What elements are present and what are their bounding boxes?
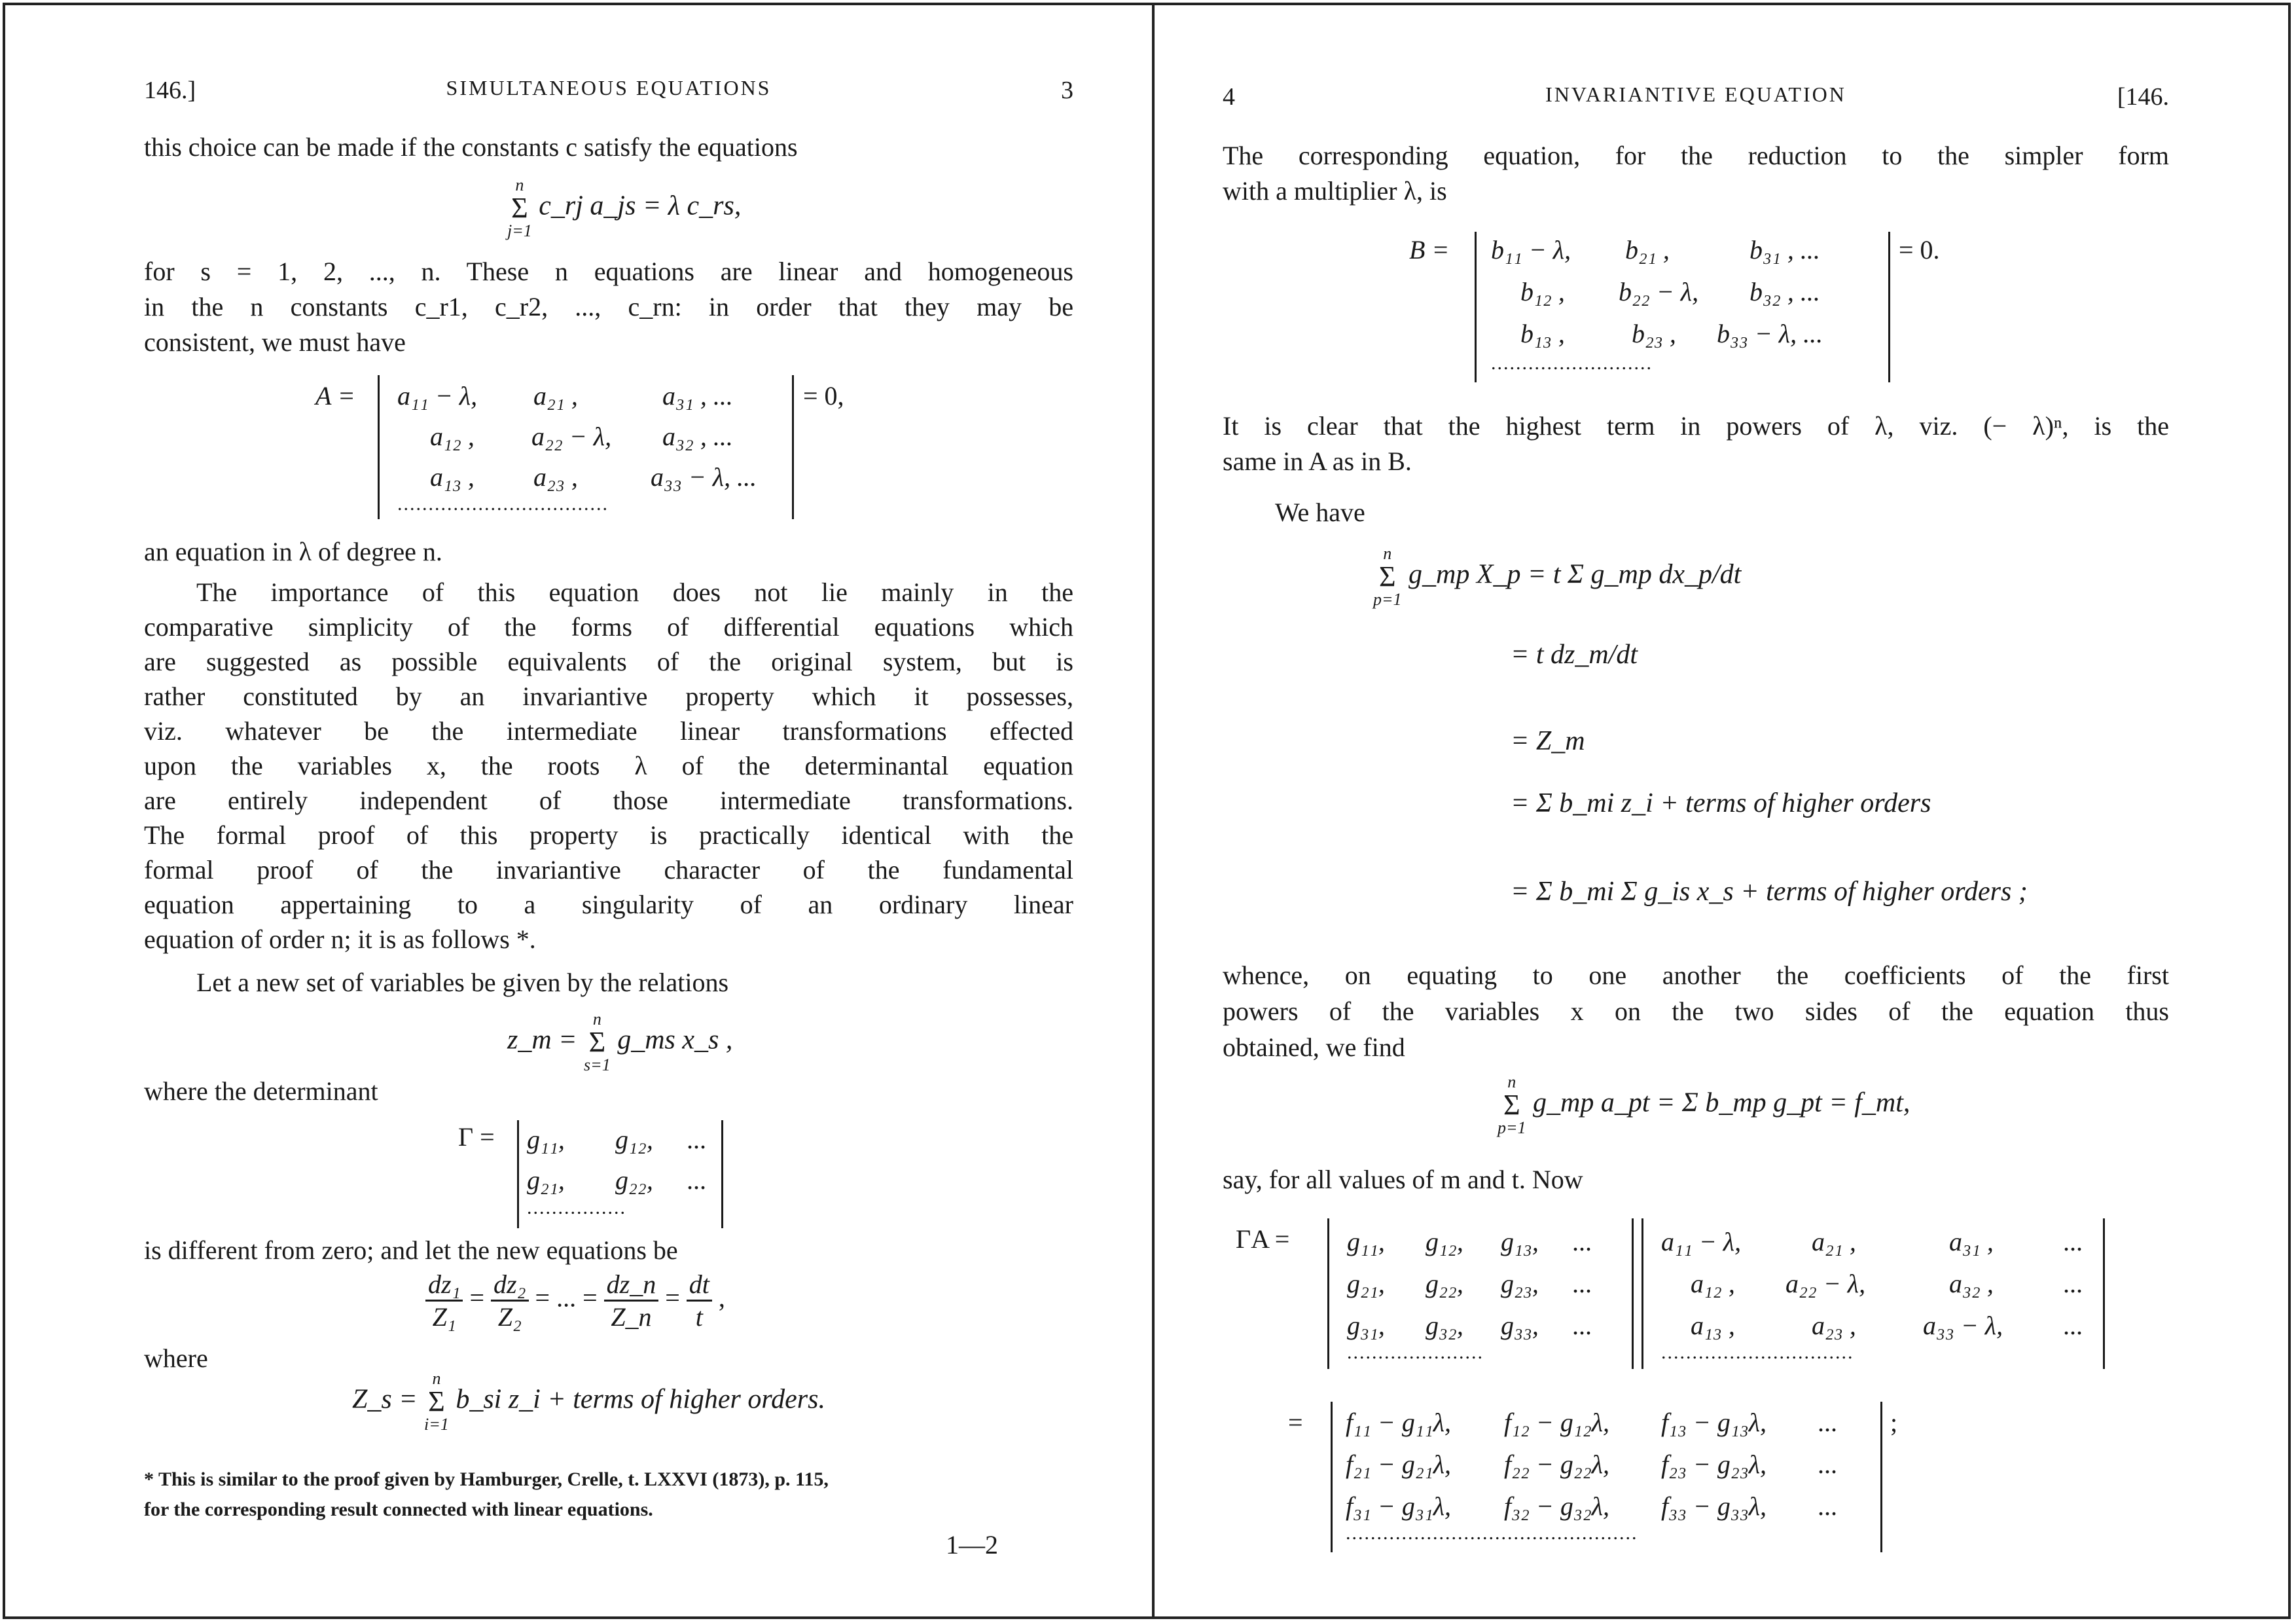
book-spread bbox=[3, 3, 2291, 1619]
paragraph-line: where bbox=[144, 1343, 208, 1373]
determinant-gamma: Γ = g₁₁, g₁₂, ... g₂₁, g₂₂, ... ................ bbox=[458, 1115, 916, 1233]
paragraph-line: where the determinant bbox=[144, 1076, 378, 1106]
equation-chain-line: = t dz_m/dt bbox=[1511, 640, 1638, 670]
paragraph-line: whence, on equating to one another the coefficients of the first bbox=[1223, 960, 2169, 990]
paragraph-line: same in A as in B. bbox=[1223, 447, 1412, 476]
determinant-b: B = b₁₁ − λ, b₂₁ , b₃₁ , ... b₁₂ , b₂₂ − λ, b₃₂ , ... b₁₃ , b₂₃ , b₃₃ − λ, ... .......................... = 0. bbox=[1409, 227, 2129, 390]
equation-chain-line: = Σ b_mi z_i + terms of higher orders bbox=[1511, 788, 1931, 818]
equation-chain-line: = Z_m bbox=[1511, 726, 1585, 756]
paragraph-line: with a multiplier λ, is bbox=[1223, 176, 1447, 206]
footnote-line: * This is similar to the proof given by Hamburger, Crelle, t. LXXVI (1873), p. 115, bbox=[144, 1468, 829, 1490]
left-page bbox=[144, 5, 1073, 1616]
paragraph-line: are entirely independent of those intermediate transformations. bbox=[144, 786, 1073, 815]
paragraph-line: It is clear that the highest term in powers of λ, viz. (− λ)ⁿ, is the bbox=[1223, 411, 2169, 441]
paragraph-line: powers of the variables x on the two sides of the equation thus bbox=[1223, 996, 2169, 1026]
page-number: 4 bbox=[1223, 83, 1235, 111]
paragraph-line: We have bbox=[1275, 498, 1365, 527]
equation-f-mt: n Σ p=1 g_mp a_pt = Σ b_mp g_pt = f_mt, bbox=[1498, 1072, 1910, 1137]
paragraph-line: Let a new set of variables be given by the relations bbox=[196, 968, 729, 997]
signature-mark: 1—2 bbox=[946, 1530, 998, 1559]
paragraph-line: consistent, we must have bbox=[144, 327, 406, 357]
equation-sum-c: n Σ j=1 c_rj a_js = λ c_rs, bbox=[507, 175, 742, 240]
paragraph-line: viz. whatever be the intermediate linear transformations effected bbox=[144, 716, 1073, 746]
determinant-f: = f₁₁ − g₁₁λ, f₁₂ − g₁₂λ, f₁₃ − g₁₃λ, ... f₂₁ − g₂₁λ, f₂₂ − g₂₂λ, f₂₃ − g₂₃λ, ... f₃₁ − g₃₁λ, f₃₂ − g₃₂λ, f₃₃ − g₃₃λ, ... ............................................... ; bbox=[1223, 1396, 2169, 1560]
paragraph-line: this choice can be made if the constants c satisfy the equations bbox=[144, 132, 798, 162]
paragraph-line: The importance of this equation does not lie mainly in the bbox=[196, 577, 1073, 607]
paragraph-line: say, for all values of m and t. Now bbox=[1223, 1165, 1583, 1194]
running-header bbox=[144, 76, 1073, 109]
equation-chain-line: = Σ b_mi Σ g_is x_s + terms of higher orders ; bbox=[1511, 877, 2028, 907]
paragraph-line: are suggested as possible equivalents of the original system, but is bbox=[144, 647, 1073, 676]
paragraph-line: in the n constants c_r1, c_r2, ..., c_rn: in order that they may be bbox=[144, 292, 1073, 321]
running-title: SIMULTANEOUS EQUATIONS bbox=[446, 76, 772, 100]
paragraph-line: The formal proof of this property is practically identical with the bbox=[144, 820, 1073, 850]
paragraph-line: for s = 1, 2, ..., n. These n equations are linear and homogeneous bbox=[144, 257, 1073, 286]
equation-zm: z_m = n Σ s=1 g_ms x_s , bbox=[507, 1010, 733, 1074]
paragraph-line: upon the variables x, the roots λ of the determinantal equation bbox=[144, 751, 1073, 780]
section-number: [146. bbox=[2117, 83, 2169, 111]
determinant-a: A = a₁₁ − λ, a₂₁ , a₃₁ , ... a₁₂ , a₂₂ − λ, a₃₂ , ... a₁₃ , a₂₃ , a₃₃ − λ, ... .................................. = 0, bbox=[315, 369, 1035, 526]
paragraph-line: an equation in λ of degree n. bbox=[144, 537, 442, 566]
paragraph-line: The corresponding equation, for the reduction to the simpler form bbox=[1223, 141, 2169, 170]
paragraph-line: rather constituted by an invariantive property which it possesses, bbox=[144, 682, 1073, 711]
paragraph-line: obtained, we find bbox=[1223, 1032, 1405, 1062]
paragraph-line: equation appertaining to a singularity of an ordinary linear bbox=[144, 890, 1073, 919]
footnote-line: for the corresponding result connected with linear equations. bbox=[144, 1499, 653, 1520]
section-number: 146.] bbox=[144, 77, 196, 104]
running-header bbox=[1223, 82, 2169, 115]
determinant-product: ΓA = g₁₁, g₁₂, g₁₃, ... g₂₁, g₂₂, g₂₃, ... g₃₁, g₃₂, g₃₃, ... ...................... a₁₁ − λ, a₂₁ , a₃₁ , ... a₁₂ , a₂₂ − λ, a₃₂ , ... a₁₃ , a₂₃ , a₃₃ − λ, ... ............................... bbox=[1223, 1213, 2169, 1377]
paragraph-line: formal proof of the invariantive character of the fundamental bbox=[144, 855, 1073, 884]
page-number: 3 bbox=[1061, 77, 1073, 104]
equation-chain-line: n Σ p=1 g_mp X_p = t Σ g_mp dx_p/dt bbox=[1373, 544, 1742, 609]
paragraph-line: is different from zero; and let the new equations be bbox=[144, 1235, 678, 1265]
running-title: INVARIANTIVE EQUATION bbox=[1545, 82, 1846, 106]
equation-differentials: $\frac{\text{dz₁}}{\text{Z₁}}$ = $\frac{\text{dz₂}}{\text{Z₂}}$ = ... = $\frac{dz\_n}{Z\_n}$ = $\frac{dt}{t}$ , bbox=[425, 1269, 725, 1332]
equation-zs: Z_s = n Σ i=1 b_si z_i + terms of higher orders. bbox=[352, 1369, 825, 1434]
page-divider bbox=[1152, 5, 1155, 1616]
paragraph-line: comparative simplicity of the forms of differential equations which bbox=[144, 612, 1073, 642]
paragraph-line: equation of order n; it is as follows *. bbox=[144, 924, 536, 954]
right-page bbox=[1223, 5, 2169, 1616]
